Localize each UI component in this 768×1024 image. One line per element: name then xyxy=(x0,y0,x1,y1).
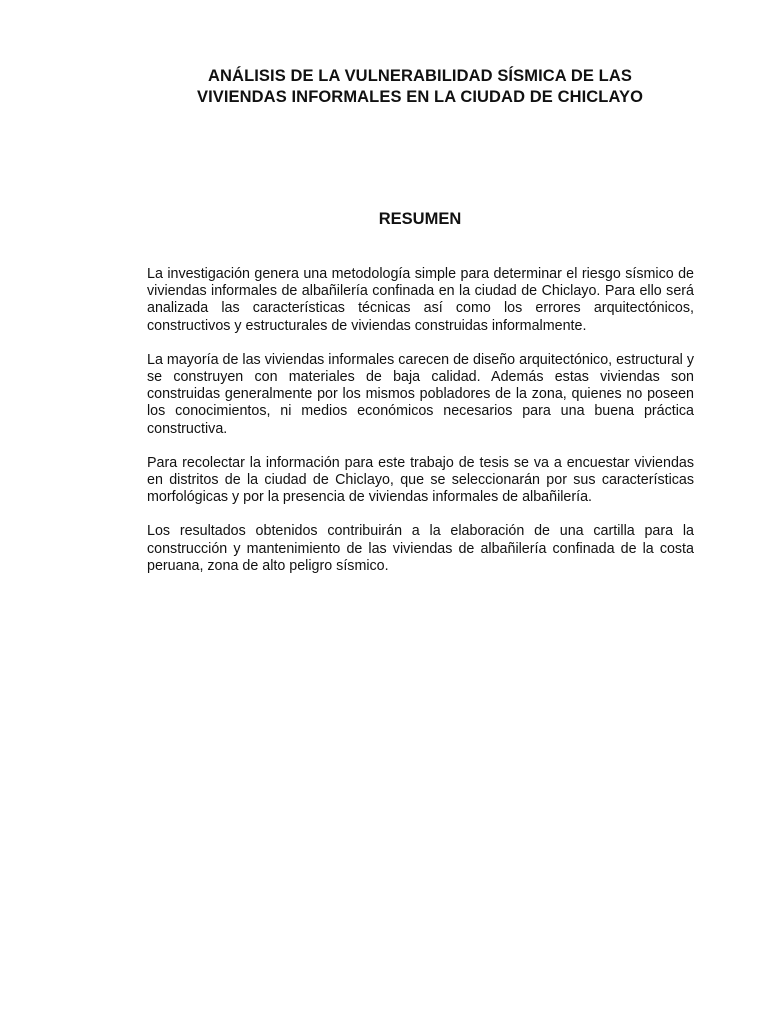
abstract-paragraph-2: La mayoría de las viviendas informales carecen de diseño arquitectónico, estructural y se construyen con materiales de baja calidad. Además estas viviendas son construidas generalmente por los mismos pobladores de la zona, quienes no poseen los conocimientos, ni medios económicos necesarios para una buena práctica constructiva. xyxy=(147,351,694,437)
abstract-paragraph-1: La investigación genera una metodología simple para determinar el riesgo sísmico de viviendas informales de albañilería confinada en la ciudad de Chiclayo. Para ello será analizada las características técnicas así como los errores arquitectónicos, constructivos y estructurales de viviendas construidas informalmente. xyxy=(147,266,694,334)
document-title-line-2: VIVIENDAS INFORMALES EN LA CIUDAD DE CHICLAYO xyxy=(196,88,644,106)
section-heading-resumen: RESUMEN xyxy=(378,210,462,228)
abstract-paragraph-3: Para recolectar la información para este trabajo de tesis se va a encuestar viviendas en distritos de la ciudad de Chiclayo, que se seleccionarán por sus características morfológicas y por la presencia de viviendas informales de albañilería. xyxy=(147,454,694,506)
document-title xyxy=(100,66,740,108)
abstract-body xyxy=(147,266,694,592)
document-title-line-1: ANÁLISIS DE LA VULNERABILIDAD SÍSMICA DE LAS xyxy=(208,67,632,85)
abstract-paragraph-4: Los resultados obtenidos contribuirán a la elaboración de una cartilla para la construcción y mantenimiento de las viviendas de albañilería confinada de la costa peruana, zona de alto peligro sísmico. xyxy=(147,523,694,574)
